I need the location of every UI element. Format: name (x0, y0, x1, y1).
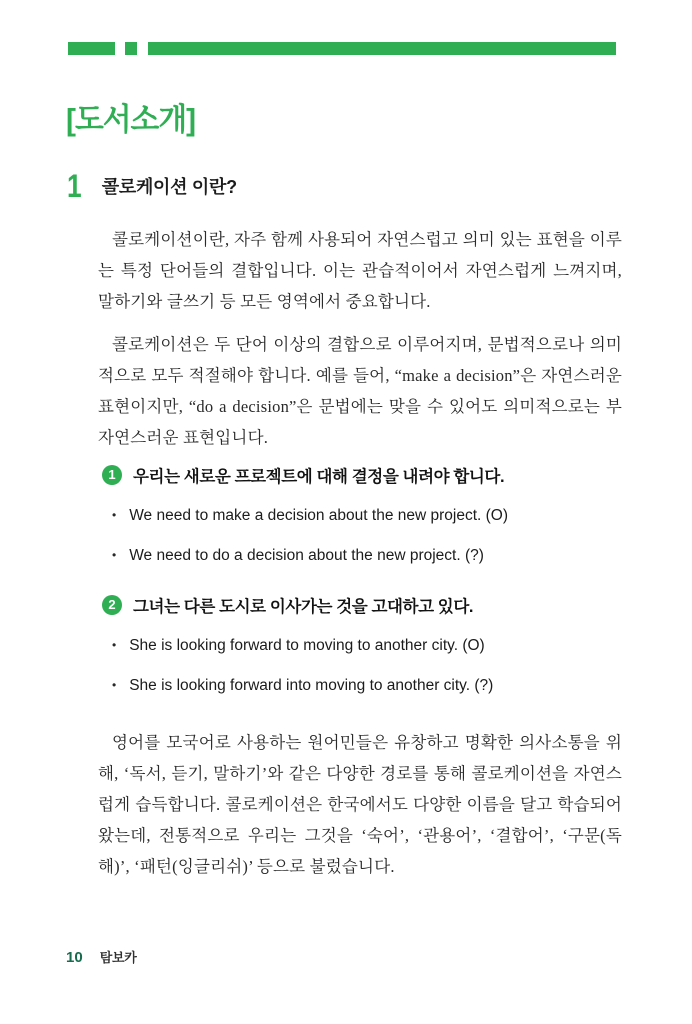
example-2-bullet-1 (112, 634, 612, 657)
example-1-sentence-awkward: We need to do a decision about the new project. (?) (129, 547, 484, 564)
example-2-sentence-correct: She is looking forward to moving to another city. (O) (129, 637, 485, 654)
page-footer (66, 947, 136, 966)
example-1-title: 우리는 새로운 프로젝트에 대해 결정을 내려야 합니다. (133, 468, 505, 486)
bullet-icon: • (112, 678, 117, 692)
page-number: 10 (66, 949, 83, 966)
circled-number-1: 1 (102, 465, 122, 485)
bullet-icon: • (112, 508, 117, 522)
example-2-bullet-2 (112, 674, 612, 697)
example-2-heading-row (102, 593, 612, 617)
decoration-bar-long (148, 42, 616, 55)
bullet-icon: • (112, 638, 117, 652)
example-2-title: 그녀는 다른 도시로 이사가는 것을 고대하고 있다. (133, 598, 474, 616)
example-block-2 (102, 593, 612, 697)
decoration-bar-square (125, 42, 137, 55)
section-heading (67, 170, 237, 202)
book-title: 탐보카 (99, 950, 137, 965)
example-1-bullet-1 (112, 504, 612, 527)
paragraph-collocation-history: 영어를 모국어로 사용하는 원어민들은 유창하고 명확한 의사소통을 위해, ‘독서, 듣기, 말하기’와 같은 다양한 경로를 통해 콜로케이션을 자연스럽게 습득합니다. 콜로케이션은 한국에서도 다양한 이름을 달고 학습되어 왔는데, 전통적으로 우리는 그것을 ‘숙어’, ‘관용어’, ‘결합어’, ‘구문(독해)’, ‘패턴(잉글리쉬)’ 등으로 불렀습니다. (98, 733, 622, 876)
paragraph-collocation-intro: 콜로케이션이란, 자주 함께 사용되어 자연스럽고 의미 있는 표현을 이루는 특정 단어들의 결합입니다. 이는 관습적이어서 자연스럽게 느껴지며, 말하기와 글쓰기 등 모든 영역에서 중요합니다. (98, 230, 622, 311)
example-1-heading-row (102, 463, 612, 487)
decoration-bar-short (68, 42, 115, 55)
example-block-1 (102, 463, 612, 567)
header-decoration (68, 42, 616, 55)
page-title: [도서소개] (66, 102, 196, 137)
section-title: 콜로케이션 이란? (101, 177, 237, 197)
example-1-sentence-correct: We need to make a decision about the new project. (O) (129, 507, 509, 524)
example-1-bullet-2 (112, 544, 612, 567)
paragraph-collocation-definition: 콜로케이션은 두 단어 이상의 결합으로 이루어지며, 문법적으로나 의미적으로 모두 적절해야 합니다. 예를 들어, “make a decision”은 자연스러운 표현이지만, “do a decision”은 문법에는 맞을 수 있어도 의미적으로는 부자연스러운 표현입니다. (98, 335, 622, 447)
section-number: 1 (67, 168, 82, 204)
bullet-icon: • (112, 548, 117, 562)
circled-number-2: 2 (102, 595, 122, 615)
example-2-sentence-awkward: She is looking forward into moving to another city. (?) (129, 677, 494, 694)
